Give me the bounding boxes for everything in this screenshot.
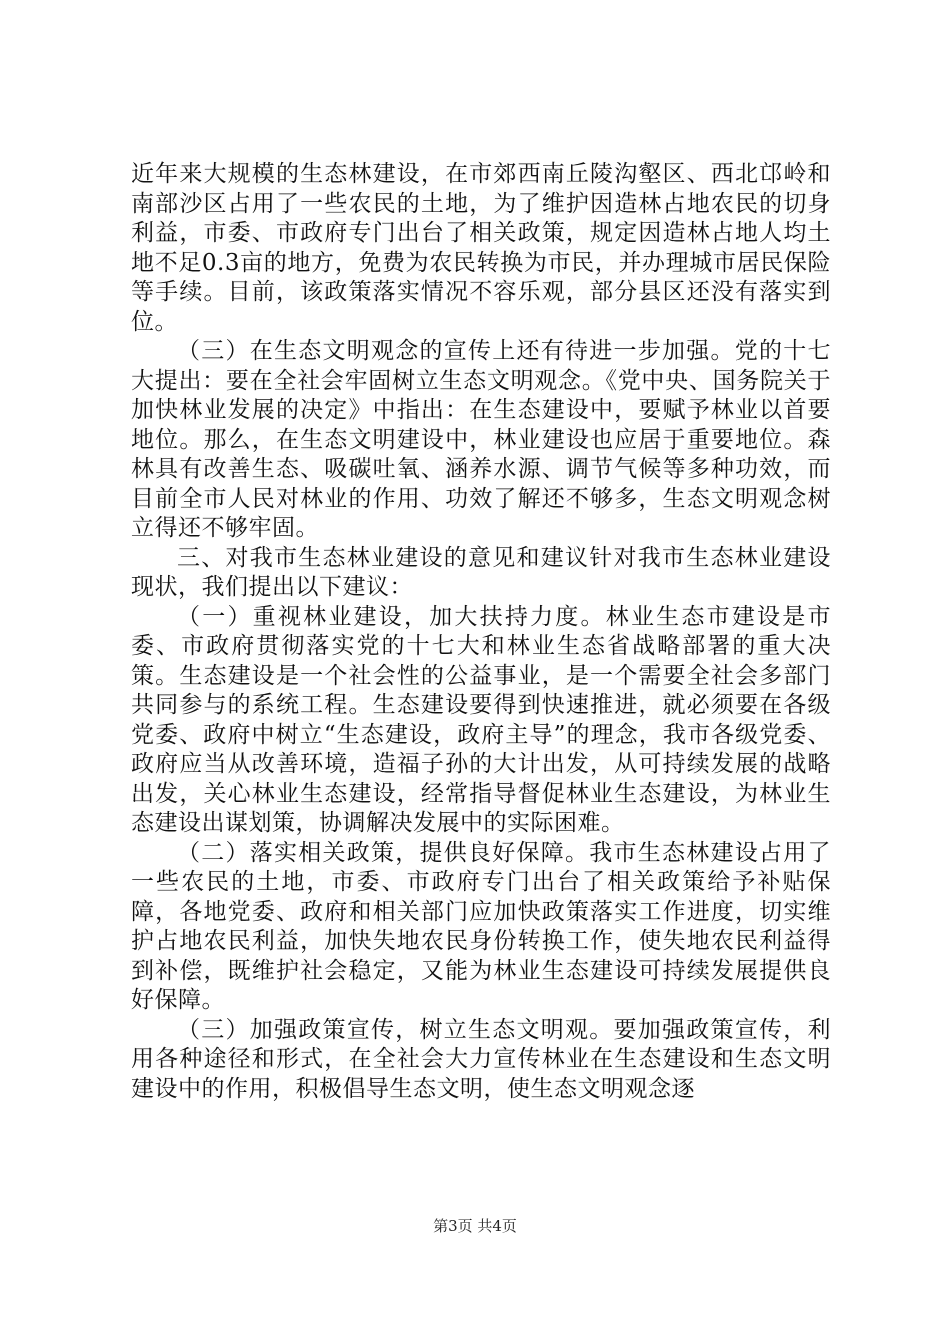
page-footer: 第3页 共4页 [433,1217,517,1235]
paragraph-3: 三、对我市生态林业建设的意见和建议针对我市生态林业建设现状，我们提出以下建议： [131,544,831,600]
document-body [131,160,831,1104]
paragraph-6: （三）加强政策宣传，树立生态文明观。要加强政策宣传，利用各种途径和形式，在全社会大力宣传林业在生态建设和生态文明建设中的作用，积极倡导生态文明，使生态文明观念逐 [131,1016,831,1102]
paragraph-4: （一）重视林业建设，加大扶持力度。林业生态市建设是市委、市政府贯彻落实党的十七大和林业生态省战略部署的重大决策。生态建设是一个社会性的公益事业，是一个需要全社会多部门共同参与的系统工程。生态建设要得到快速推进，就必须要在各级党委、政府中树立“生态建设，政府主导”的理念，我市各级党委、政府应当从改善环境，造福子孙的大计出发，从可持续发展的战略出发，关心林业生态建设，经常指导督促林业生态建设，为林业生态建设出谋划策，协调解决发展中的实际困难。 [131,603,831,836]
paragraph-2: （三）在生态文明观念的宣传上还有待进一步加强。党的十七大提出：要在全社会牢固树立生态文明观念。《党中央、国务院关于加快林业发展的决定》中指出：在生态建设中，要赋予林业以首要地位。那么，在生态文明建设中，林业建设也应居于重要地位。森林具有改善生态、吸碳吐氧、涵养水源、调节气候等多种功效，而目前全市人民对林业的作用、功效了解还不够多，生态文明观念树立得还不够牢固。 [131,338,831,541]
paragraph-1: 近年来大规模的生态林建设，在市郊西南丘陵沟壑区、西北邙岭和南部沙区占用了一些农民的土地，为了维护因造林占地农民的切身利益，市委、市政府专门出台了相关政策，规定因造林占地人均土地不足0.3亩的地方，免费为农民转换为市民，并办理城市居民保险等手续。目前，该政策落实情况不容乐观，部分县区还没有落实到位。 [131,161,831,335]
paragraph-5: （二）落实相关政策，提供良好保障。我市生态林建设占用了一些农民的土地，市委、市政府专门出台了相关政策给予补贴保障，各地党委、政府和相关部门应加快政策落实工作进度，切实维护占地农民利益，加快失地农民身份转换工作，使失地农民利益得到补偿，既维护社会稳定，又能为林业生态建设可持续发展提供良好保障。 [131,839,831,1013]
